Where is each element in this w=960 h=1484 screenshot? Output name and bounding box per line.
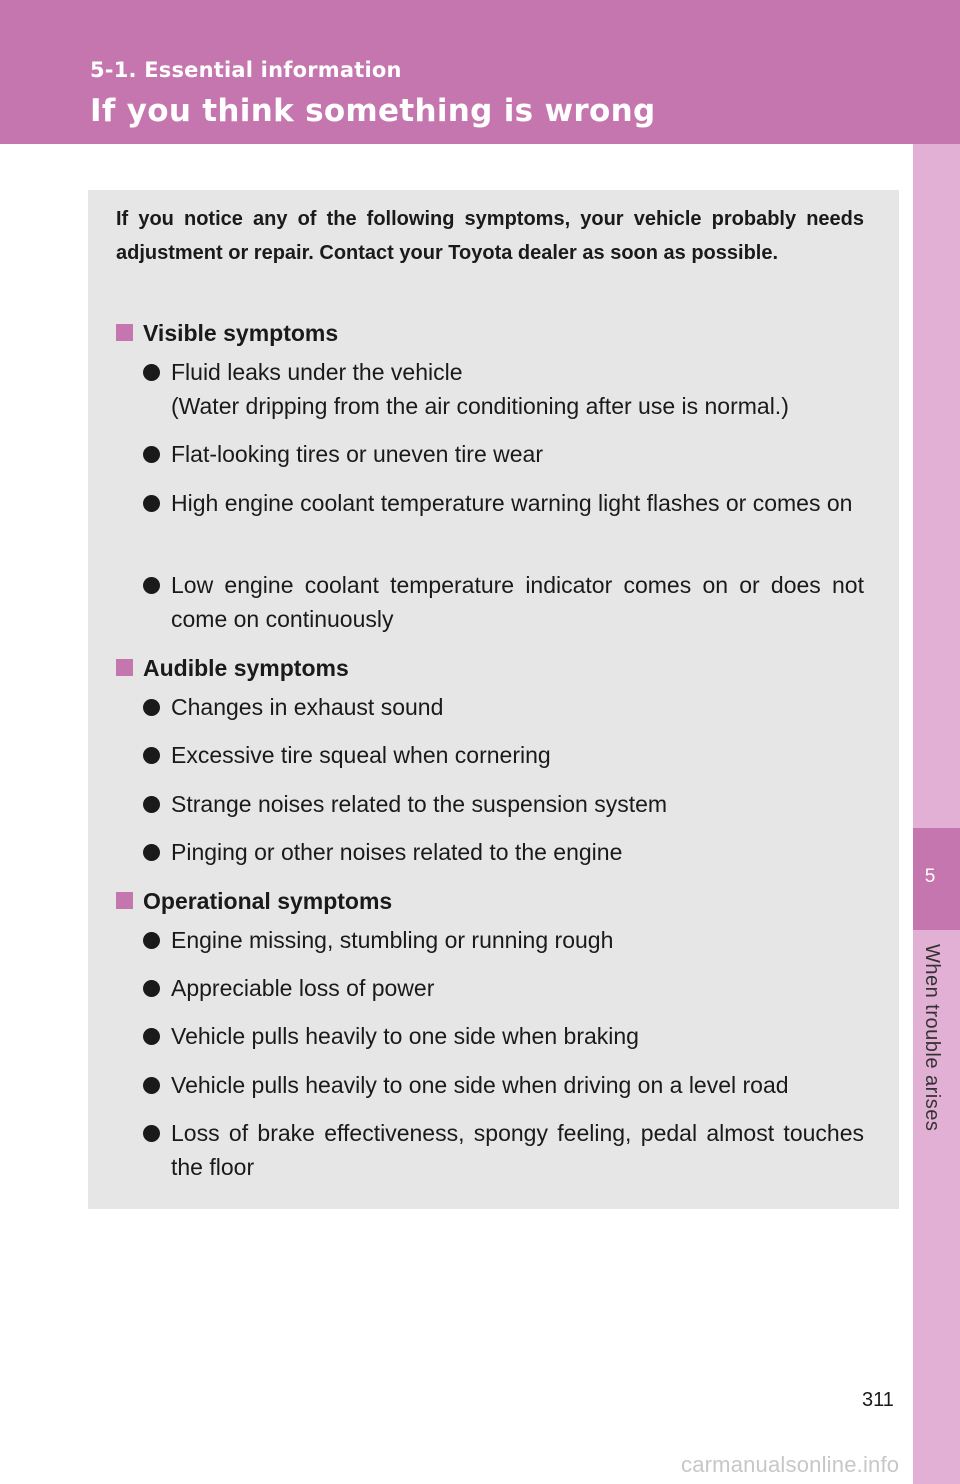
list-item-text: Engine missing, stumbling or running rough [171, 927, 614, 953]
bullet-icon [143, 932, 160, 949]
list-item [143, 738, 864, 772]
chapter-number: 5 [924, 866, 936, 887]
section-label: 5-1. Essential information [90, 58, 402, 82]
bullet-icon [143, 364, 160, 381]
square-bullet-icon [116, 324, 133, 341]
list-item [143, 486, 864, 520]
bullet-icon [143, 796, 160, 813]
list-item [143, 355, 864, 423]
list-item [143, 437, 864, 471]
intro-text: If you notice any of the following symptoms, your vehicle probably needs adjustment or repair. Contact your Toyota dealer as soon as possible. [116, 208, 864, 264]
list-item [143, 923, 864, 957]
page-number: 311 [862, 1389, 894, 1411]
bullet-icon [143, 844, 160, 861]
list-item-text: Loss of brake effectiveness, spongy feeling, pedal almost touches the floor [171, 1120, 864, 1180]
list-item-text: Strange noises related to the suspension system [171, 791, 668, 817]
list-item [143, 690, 864, 724]
list-item [143, 971, 864, 1005]
list-item [143, 835, 864, 869]
list-item [143, 1068, 864, 1102]
watermark: carmanualsonline.info [681, 1452, 900, 1477]
list-item-text: Flat-looking tires or uneven tire wear [171, 441, 543, 467]
bullet-icon [143, 577, 160, 594]
bullet-icon [143, 747, 160, 764]
page-title: If you think something is wrong [90, 93, 656, 129]
list-item-text: Pinging or other noises related to the engine [171, 839, 623, 865]
list-item-text: Changes in exhaust sound [171, 694, 444, 720]
bullet-icon [143, 1028, 160, 1045]
bullet-icon [143, 699, 160, 716]
bullet-icon [143, 1077, 160, 1094]
section-heading-visible [116, 318, 338, 348]
list-item [143, 568, 864, 636]
side-tab [913, 144, 960, 1484]
list-item [143, 787, 864, 821]
bullet-icon [143, 446, 160, 463]
section-heading-label: Operational symptoms [143, 888, 393, 914]
list-item-text: Fluid leaks under the vehicle (Water dripping from the air conditioning after use is normal.) [171, 359, 789, 419]
bullet-icon [143, 495, 160, 512]
bullet-icon [143, 1125, 160, 1142]
bullet-icon [143, 980, 160, 997]
section-heading-label: Audible symptoms [143, 655, 349, 681]
list-item [143, 1019, 864, 1053]
section-heading-operational [116, 886, 392, 916]
square-bullet-icon [116, 659, 133, 676]
list-item-text: Excessive tire squeal when cornering [171, 742, 551, 768]
list-item-text: Low engine coolant temperature indicator comes on or does not come on continuously [171, 572, 864, 632]
list-item-text: High engine coolant temperature warning light flashes or comes on [171, 490, 853, 516]
list-item-text: Appreciable loss of power [171, 975, 435, 1001]
header-band [0, 0, 960, 144]
square-bullet-icon [116, 892, 133, 909]
list-item-text: Vehicle pulls heavily to one side when driving on a level road [171, 1072, 789, 1098]
list-item-text: Vehicle pulls heavily to one side when braking [171, 1023, 639, 1049]
chapter-title: When trouble arises [921, 944, 943, 1132]
list-item [143, 1116, 864, 1184]
section-heading-label: Visible symptoms [143, 320, 339, 346]
section-heading-audible [116, 653, 349, 683]
